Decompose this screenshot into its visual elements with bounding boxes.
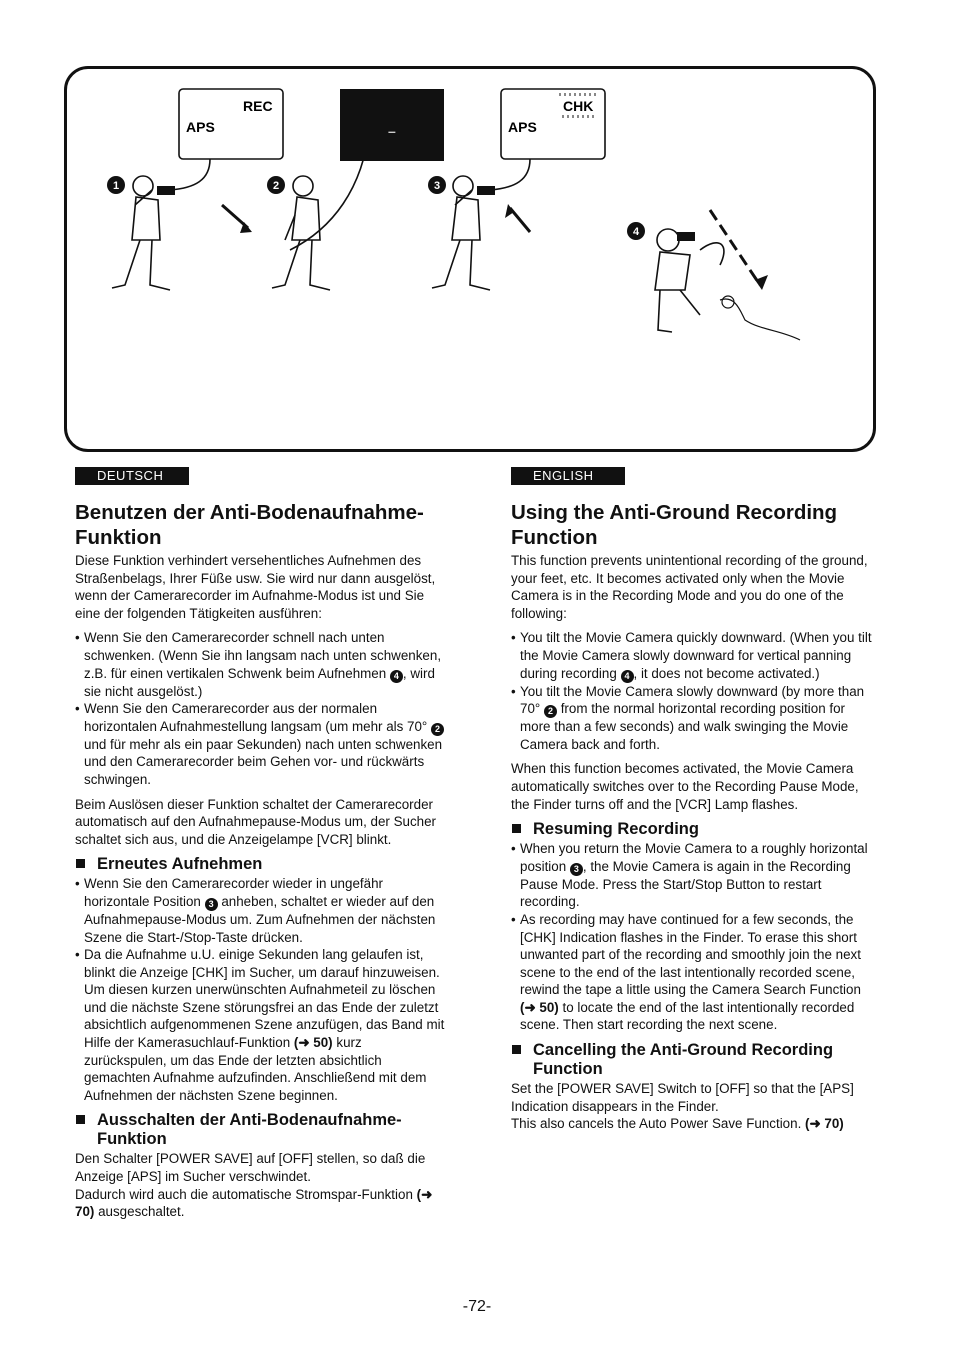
english-section2-text2: This also cancels the Auto Power Save Function. (➜ 70) — [511, 1116, 844, 1132]
page-reference: (➜ 50) — [520, 999, 559, 1015]
language-tag-deutsch: DEUTSCH — [75, 467, 189, 485]
camera-icon — [477, 186, 495, 195]
chk-indicator: CHK — [563, 98, 594, 114]
step-number-2: 2 — [544, 705, 557, 718]
step-number-2: 2 — [431, 723, 444, 736]
english-intro: This function prevents unintentional recording of the ground, your feet, etc. It becomes activated only when the Movie Camera is in the Recording Mode and you do one of the following: — [511, 553, 868, 621]
off-indicator: – — [388, 123, 396, 139]
english-section1-list — [511, 840, 879, 1034]
english-section-heading: Cancelling the Anti-Ground Recording Function — [511, 1041, 879, 1079]
step-number-4 — [627, 222, 645, 240]
svg-text:3: 3 — [433, 180, 441, 192]
list-item: • As recording may have continued for a few seconds, the [CHK] Indication flashes in the Finder. To erase this short unwanted part of the recording and smoothly join the next scene to the end of the last intentionally recorded scene, rewind the tape a little using the Camera Search Function (➜ 50) to locate the end of the last intentionally recorded scene. Then start recording the next scene. — [511, 911, 861, 1033]
deutsch-section-heading: Erneutes Aufnehmen — [75, 855, 445, 874]
rec-indicator: REC — [243, 98, 273, 114]
page-reference: (➜ 50) — [293, 1035, 333, 1051]
step-number-3: 3 — [570, 863, 583, 876]
aps-indicator: APS — [186, 119, 215, 135]
step-number-3 — [428, 176, 446, 194]
svg-text:2: 2 — [272, 180, 280, 192]
deutsch-title: Benutzen der Anti-Bodenaufnahme-Funktion — [75, 501, 424, 549]
arrow-tilt-icon — [710, 210, 760, 285]
svg-text:1: 1 — [112, 180, 120, 192]
step-number-1 — [107, 176, 125, 194]
english-section2-text1: Set the [POWER SAVE] Switch to [OFF] so that the [APS] Indication disappears in the Finder. — [511, 1081, 854, 1114]
english-column — [511, 500, 879, 1133]
page-number: -72- — [462, 1298, 492, 1315]
camera-icon — [157, 186, 175, 195]
deutsch-intro: Diese Funktion verhindert versehentliches Aufnehmen des Straßenbelags, Ihrer Füße usw. Sie wird nur dann ausgelöst, wenn der Camerarecorder im Aufnahme-Modus ist und Sie eine der folgenden Tätigkeiten ausführen: — [75, 553, 436, 621]
step-number-4: 4 — [621, 670, 634, 683]
language-tag-english: ENGLISH — [511, 467, 625, 485]
english-bullet-list — [511, 629, 879, 753]
list-item: • Wenn Sie den Camerarecorder schnell nach unten schwenken. (Wenn Sie ihn langsam nach unten schwenken, z.B. für einen vertikalen Schwenk beim Aufnehmen 4 , wird sie nicht ausgelöst.) — [75, 630, 442, 699]
aps-indicator: APS — [508, 119, 537, 135]
english-after-text: When this function becomes activated, the Movie Camera automatically switches over to the Recording Pause Mode, the Finder turns off and the [VCR] Lamp flashes. — [511, 761, 859, 812]
deutsch-bullet-list — [75, 629, 445, 788]
deutsch-column — [75, 500, 445, 1221]
deutsch-after-text: Beim Auslösen dieser Funktion schaltet der Camerarecorder automatisch auf den Aufnahmepause-Modus um, der Sucher schaltet sich aus, und die Anzeigelampe [VCR] blinkt. — [75, 796, 437, 847]
english-section-heading: Resuming Recording — [511, 820, 879, 839]
camera-icon — [677, 232, 695, 241]
deutsch-section-heading: Ausschalten der Anti-Bodenaufnahme-Funktion — [75, 1111, 445, 1149]
deutsch-section2-text2: Dadurch wird auch die automatische Stromspar-Funktion (➜ 70) ausgeschaltet. — [75, 1186, 433, 1220]
svg-text:4: 4 — [632, 226, 640, 238]
step-number-4: 4 — [390, 670, 403, 683]
list-item: • You tilt the Movie Camera quickly downward. (When you tilt the Movie Camera slowly downward for vertical panning during recording 4 , it does not become activated.) — [511, 630, 872, 681]
list-item: • Wenn Sie den Camerarecorder aus der normalen horizontalen Aufnahmestellung langsam (um mehr als 70° 2 und für mehr als ein paar Sekunden) nach unten schwenken und den Camerarecorder beim Gehen vor- und rückwärts schwingen. — [75, 701, 443, 787]
list-item: • You tilt the Movie Camera slowly downward (by more than 70° 2 from the normal horizontal recording position for more than a few seconds) and walk swinging the Movie Camera back and forth. — [511, 683, 865, 752]
page-reference: (➜ 70) — [805, 1116, 844, 1132]
deutsch-section1-list — [75, 875, 445, 1104]
step-number-2 — [267, 176, 285, 194]
list-item: • When you return the Movie Camera to a roughly horizontal position 3 , the Movie Camera is again in the Recording Pause Mode. Press the Start/Stop Button to restart recording. — [511, 841, 868, 910]
anti-ground-illustration — [0, 0, 954, 460]
deutsch-section2-text1: Den Schalter [POWER SAVE] auf [OFF] stellen, so daß die Anzeige [APS] im Sucher verschwindet. — [75, 1151, 426, 1185]
list-item: • Da die Aufnahme u.U. einige Sekunden lang gelaufen ist, blinkt die Anzeige [CHK] im Sucher, um darauf hinzuweisen. Um diesen kurzen unerwünschten Aufnahmeteil zu löschen und die nächste Szene störungsfrei an das Ende der zuletzt absichtlich aufgenommenen Szene anzufügen, das Band mit Hilfe der Kamerasuchlauf-Funktion (➜ 50) kurz zurückspulen, um das Ende der letzten absichtlich gemachten Aufnahme aufzufinden. Anschließend mit dem Aufnehmen der nächsten Szene beginnen. — [75, 947, 445, 1103]
page-reference: (➜ 70) — [75, 1186, 433, 1220]
step-number-3: 3 — [205, 898, 218, 911]
person-figure-2 — [272, 176, 330, 290]
person-figure-4 — [655, 229, 800, 340]
english-title: Using the Anti-Ground Recording Function — [511, 501, 838, 549]
list-item: • Wenn Sie den Camerarecorder wieder in ungefähr horizontale Position 3 anheben, schaltet er wieder auf den Aufnahmepause-Modus um. Zum Aufnehmen der nächsten Szene die Start-/Stop-Taste drücken. — [75, 876, 436, 945]
